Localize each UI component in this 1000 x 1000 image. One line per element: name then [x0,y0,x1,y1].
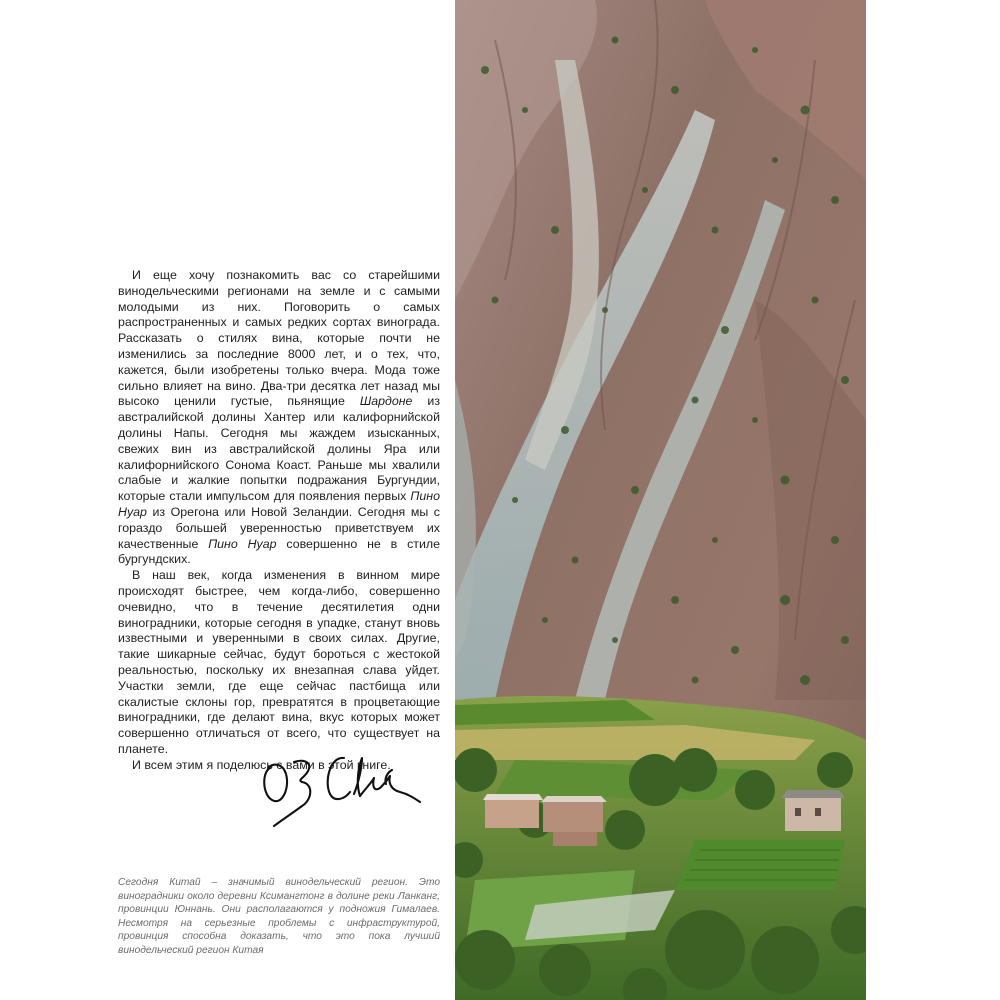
text-run: И еще хочу познакомить вас со старейшими винодельческими регионами на земле и с самыми молодыми из них. Поговорить о самых распространенных и самых редких сортах винограда. Рассказать о стилях вина, которые почти не изменились за последние 8000 лет, и о тех, что, кажется, были изобретены только вчера. Мода тоже сильно влияет на вино. Два-три десятка лет назад мы высоко ценили густые, пьянящие [118,268,440,409]
italic-term: Пино Нуар [208,536,277,551]
italic-term: Пино Нуар [118,489,440,519]
body-text [118,268,440,774]
paragraph-1 [118,268,440,568]
text-run: из Орегона или Новой Зеландии. Сегодня мы с гораздо большей уверенностью приветствуем их качественные [118,504,440,551]
photo-caption [118,876,440,958]
italic-term: Шардоне [359,394,413,409]
signature-icon [258,748,423,830]
signature [258,748,423,830]
paragraph-2 [118,568,440,758]
mountain-vineyard-photo-icon [455,0,866,1000]
mountain-vineyard-photo [455,0,866,1000]
text-run: В наш век, когда изменения в винном мире происходят быстрее, чем когда-либо, совершенно очевидно, что в течение десятилетия одни виноградники, которые сегодня в упадке, станут вновь известными и уверенными в своих силах. Другие, такие шикарные сейчас, будут бороться с жестокой реальностью, поскольку их внезапная слава уйдет. Участки земли, где еще сейчас пастбища или скалистые склоны гор, превратятся в процветающие виноградники, где делают вина, вкус которых может совершенно отличаться от всего, что существует на планете. [118,568,440,756]
text-run: совершенно не в стиле бургундских. [118,536,440,567]
text-run: И всем этим я поделюсь с вами в этой книге. [132,757,391,772]
text-run: из австралийской долины Хантер или калифорнийской долины Напы. Сегодня мы жаждем изысканных, свежих вин из австралийской долины Яра или калифорнийского Сонома Коаст. Раньше мы хвалили слабые и жалкие попытки подражания Бургундии, которые стали импульсом для появления первых [118,394,440,504]
caption-text: Сегодня Китай – значимый винодельческий регион. Это виноградники около деревни Ксимангтонг в долине реки Ланканг, провинции Юннань. Они располагаются у подножия Гималаев. Несмотря на серьезные проблемы с инфраструктурой, провинция способна доказать, что это пока лучший винодельческий регион Китая [118,877,440,956]
